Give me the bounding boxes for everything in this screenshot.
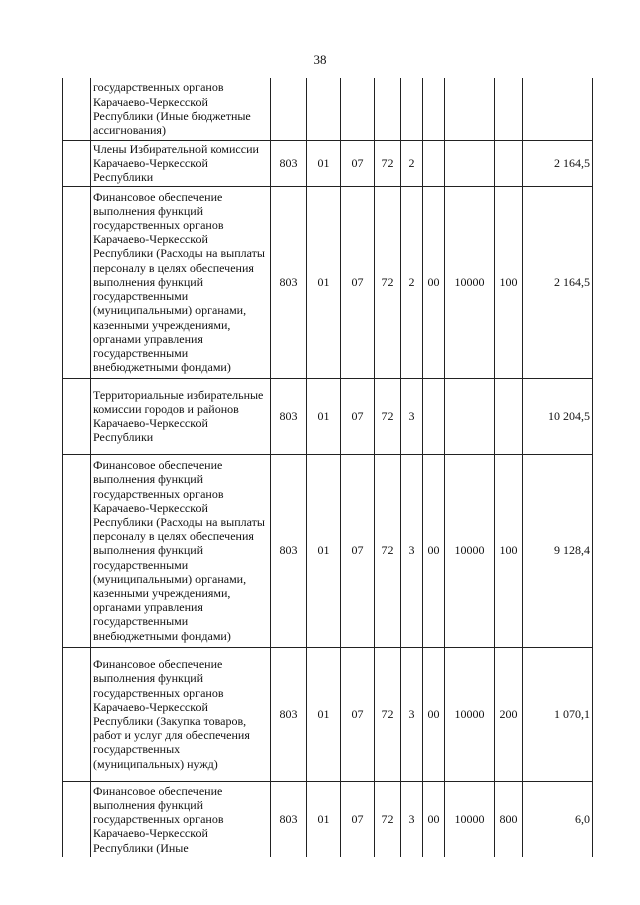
target-code — [445, 140, 495, 186]
table-row — [63, 454, 593, 647]
program-code — [375, 78, 401, 140]
target-code — [445, 78, 495, 140]
amount-cell: 10 204,5 — [523, 378, 593, 454]
table-row — [63, 647, 593, 781]
amount-cell: 6,0 — [523, 781, 593, 857]
subsection-code: 07 — [341, 647, 375, 781]
section-code: 01 — [307, 454, 341, 647]
table-body — [63, 78, 593, 857]
amount-cell: 9 128,4 — [523, 454, 593, 647]
row-name: Финансовое обеспечение выполнения функций государственных органов Карачаево-Черкесской Республики (Закупка товаров, работ и услуг для обеспечения государственных (муниципальных) нужд) — [91, 647, 271, 781]
row-name: государственных органов Карачаево-Черкесской Республики (Иные бюджетные ассигнования) — [91, 78, 271, 140]
table-row — [63, 378, 593, 454]
table-row — [63, 140, 593, 186]
empty-cell — [63, 378, 91, 454]
program-code: 72 — [375, 140, 401, 186]
page-number: 38 — [313, 52, 327, 67]
target-code: 10000 — [445, 186, 495, 378]
subprogram-code: 3 — [401, 378, 423, 454]
direction-code: 00 — [423, 186, 445, 378]
amount-cell — [523, 78, 593, 140]
direction-code — [423, 378, 445, 454]
section-code: 01 — [307, 378, 341, 454]
subsection-code — [341, 78, 375, 140]
subsection-code: 07 — [341, 186, 375, 378]
expense-type-code — [495, 78, 523, 140]
target-code — [445, 378, 495, 454]
program-code: 72 — [375, 647, 401, 781]
ministry-code: 803 — [271, 378, 307, 454]
subprogram-code: 3 — [401, 647, 423, 781]
subsection-code: 07 — [341, 781, 375, 857]
section-code: 01 — [307, 781, 341, 857]
row-name: Финансовое обеспечение выполнения функций государственных органов Карачаево-Черкесской Республики (Иные — [91, 781, 271, 857]
section-code: 01 — [307, 186, 341, 378]
subprogram-code: 2 — [401, 140, 423, 186]
budget-table — [62, 78, 593, 857]
amount-cell: 2 164,5 — [523, 140, 593, 186]
empty-cell — [63, 78, 91, 140]
target-code: 10000 — [445, 781, 495, 857]
section-code — [307, 78, 341, 140]
row-name: Финансовое обеспечение выполнения функций государственных органов Карачаево-Черкесской Республики (Расходы на выплаты персоналу в целях обеспечения выполнения функций государственными (муниципальными) органами, казенными учреждениями, органами управления государственными внебюджетными фондами) — [91, 186, 271, 378]
expense-type-code — [495, 378, 523, 454]
direction-code — [423, 78, 445, 140]
ministry-code — [271, 78, 307, 140]
empty-cell — [63, 647, 91, 781]
subprogram-code: 3 — [401, 781, 423, 857]
subprogram-code: 2 — [401, 186, 423, 378]
subsection-code: 07 — [341, 454, 375, 647]
subsection-code: 07 — [341, 378, 375, 454]
empty-cell — [63, 186, 91, 378]
row-name: Финансовое обеспечение выполнения функций государственных органов Карачаево-Черкесской Республики (Расходы на выплаты персоналу в целях обеспечения выполнения функций государственными (муниципальными) органами, казенными учреждениями, органами управления государственными внебюджетными фондами) — [91, 454, 271, 647]
expense-type-code — [495, 140, 523, 186]
expense-type-code: 100 — [495, 454, 523, 647]
expense-type-code: 800 — [495, 781, 523, 857]
program-code: 72 — [375, 378, 401, 454]
row-name: Территориальные избирательные комиссии городов и районов Карачаево-Черкесской Республики — [91, 378, 271, 454]
direction-code: 00 — [423, 781, 445, 857]
section-code: 01 — [307, 140, 341, 186]
empty-cell — [63, 781, 91, 857]
ministry-code: 803 — [271, 647, 307, 781]
expense-type-code: 100 — [495, 186, 523, 378]
ministry-code: 803 — [271, 454, 307, 647]
program-code: 72 — [375, 186, 401, 378]
expense-type-code: 200 — [495, 647, 523, 781]
empty-cell — [63, 454, 91, 647]
direction-code — [423, 140, 445, 186]
ministry-code: 803 — [271, 781, 307, 857]
amount-cell: 2 164,5 — [523, 186, 593, 378]
row-name: Члены Избирательной комиссии Карачаево-Черкесской Республики — [91, 140, 271, 186]
ministry-code: 803 — [271, 140, 307, 186]
target-code: 10000 — [445, 454, 495, 647]
empty-cell — [63, 140, 91, 186]
target-code: 10000 — [445, 647, 495, 781]
table-row — [63, 78, 593, 140]
program-code: 72 — [375, 781, 401, 857]
subprogram-code: 3 — [401, 454, 423, 647]
table-row — [63, 781, 593, 857]
ministry-code: 803 — [271, 186, 307, 378]
amount-cell: 1 070,1 — [523, 647, 593, 781]
subprogram-code — [401, 78, 423, 140]
direction-code: 00 — [423, 454, 445, 647]
program-code: 72 — [375, 454, 401, 647]
table-row — [63, 186, 593, 378]
subsection-code: 07 — [341, 140, 375, 186]
section-code: 01 — [307, 647, 341, 781]
direction-code: 00 — [423, 647, 445, 781]
